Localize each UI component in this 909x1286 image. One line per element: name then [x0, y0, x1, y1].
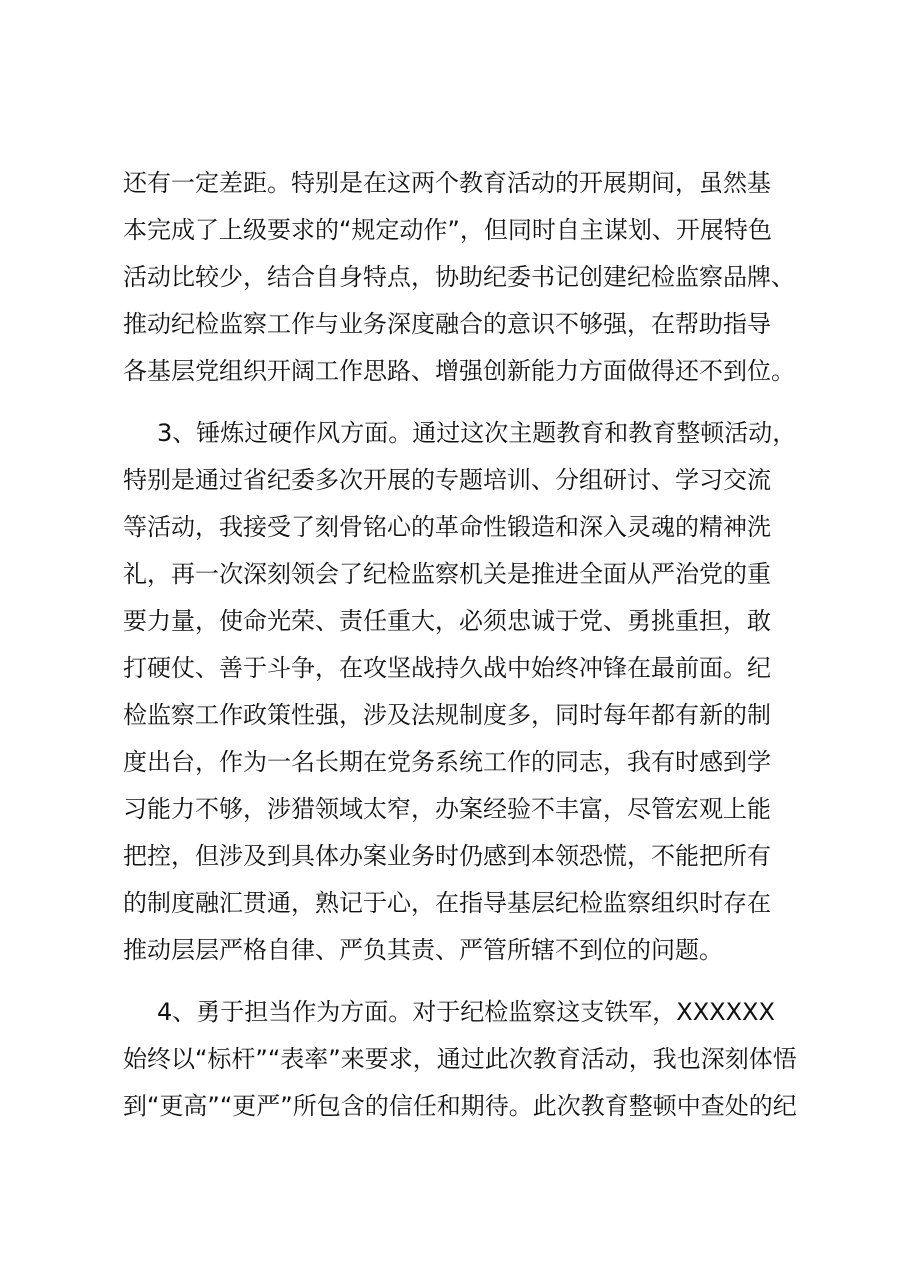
text-line: 要力量，使命光荣、责任重大，必须忠诚于党、勇挑重担，敢: [123, 607, 771, 635]
text-line: 还有一定差距。特别是在这两个教育活动的开展期间，虽然基: [123, 169, 771, 197]
text-line: 推动纪检监察工作与业务深度融合的意识不够强，在帮助指导: [123, 310, 771, 338]
text-line: 打硬仗、善于斗争，在攻坚战持久战中始终冲锋在最前面。纪: [123, 654, 771, 682]
text-line: 4、勇于担当作为方面。对于纪检监察这支铁军，XXXXXX: [157, 998, 775, 1026]
text-line: 本完成了上级要求的“规定动作”，但同时自主谋划、开展特色: [123, 216, 772, 244]
text-line: 3、锤炼过硬作风方面。通过这次主题教育和教育整顿活动，: [157, 419, 797, 447]
paragraph-spacer: [123, 974, 823, 989]
paragraph-section-3: [123, 410, 823, 974]
paragraph-section-4: [123, 989, 823, 1130]
document-body: [123, 160, 823, 1130]
text-line: 礼，再一次深刻领会了纪检监察机关是推进全面从严治党的重: [123, 560, 771, 588]
text-line: 始终以“标杆”“表率”来要求，通过此次教育活动，我也深刻体悟: [123, 1045, 797, 1073]
text-line: 度出台，作为一名长期在党务系统工作的同志，我有时感到学: [123, 748, 771, 776]
paragraph-spacer: [123, 395, 823, 410]
text-line: 习能力不够，涉猎领域太窄，办案经验不丰富，尽管宏观上能: [123, 795, 771, 823]
text-line: 到“更高”“更严”所包含的信任和期待。此次教育整顿中查处的纪: [123, 1092, 797, 1120]
paragraph-continuation: [123, 160, 823, 395]
text-line: 活动比较少，结合自身特点，协助纪委书记创建纪检监察品牌、: [123, 263, 795, 291]
text-line: 各基层党组织开阔工作思路、增强创新能力方面做得还不到位。: [123, 357, 795, 385]
text-line: 把控，但涉及到具体办案业务时仍感到本领恐慌，不能把所有: [123, 842, 771, 870]
text-line: 的制度融汇贯通，熟记于心，在指导基层纪检监察组织时存在: [123, 889, 771, 917]
text-line: 等活动，我接受了刻骨铭心的革命性锻造和深入灵魂的精神洗: [123, 513, 771, 541]
text-line: 特别是通过省纪委多次开展的专题培训、分组研讨、学习交流: [123, 466, 771, 494]
text-line: 检监察工作政策性强，涉及法规制度多，同时每年都有新的制: [123, 701, 771, 729]
text-line: 推动层层严格自律、严负其责、严管所辖不到位的问题。: [123, 936, 723, 964]
